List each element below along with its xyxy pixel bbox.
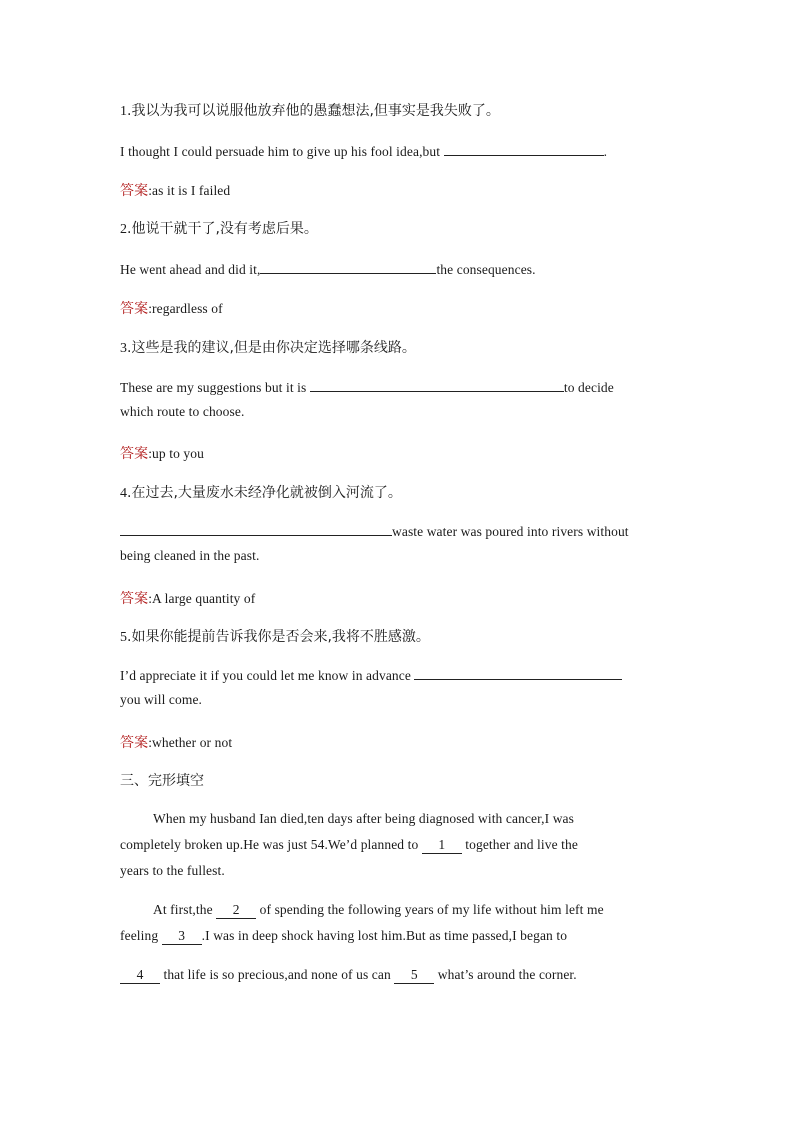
- sentence-text: He went ahead and did it,: [120, 262, 261, 277]
- cloze-blank-1: 1: [422, 837, 462, 854]
- cloze-blank-5: 5: [394, 967, 434, 984]
- question-5-en-line2: [120, 692, 202, 708]
- question-number: 1: [120, 104, 127, 119]
- question-text-cn: .他说干就干了,没有考虑后果。: [127, 221, 318, 237]
- question-2-cn: [120, 218, 318, 238]
- question-1-en: [120, 142, 607, 160]
- answer-label: 答案: [120, 301, 149, 317]
- answer-blank: [444, 142, 604, 156]
- passage-line: [120, 928, 567, 945]
- sentence-text-end: the consequences.: [436, 262, 536, 277]
- question-1-answer: [120, 180, 230, 200]
- passage-text: completely broken up.He was just 54.We’d planned to: [120, 837, 422, 852]
- cloze-blank-4: 4: [120, 967, 160, 984]
- answer-blank: [120, 522, 392, 536]
- question-4-en-line2: [120, 548, 259, 564]
- passage-text: that life is so precious,and none of us can: [160, 967, 395, 982]
- question-number: 4: [120, 486, 127, 501]
- answer-text: :as it is I failed: [148, 183, 231, 198]
- passage-line: [120, 967, 577, 984]
- passage-line: [120, 837, 578, 854]
- sentence-text-end: waste water was poured into rivers without: [392, 524, 629, 539]
- sentence-text: which route to choose.: [120, 404, 245, 419]
- question-3-answer: [120, 443, 204, 463]
- question-5-en: [120, 666, 622, 684]
- question-4-answer: [120, 588, 255, 608]
- passage-line: [153, 902, 604, 919]
- passage-text: feeling: [120, 928, 162, 943]
- passage-line: [120, 863, 225, 879]
- answer-label: 答案: [120, 183, 149, 199]
- cloze-blank-2: 2: [216, 902, 256, 919]
- sentence-text: being cleaned in the past.: [120, 548, 260, 563]
- passage-text: what’s around the corner.: [434, 967, 577, 982]
- question-text-cn: .如果你能提前告诉我你是否会来,我将不胜感激。: [127, 629, 430, 645]
- question-number: 2: [120, 222, 127, 237]
- answer-text: :whether or not: [148, 735, 233, 750]
- answer-blank: [414, 666, 622, 680]
- question-4-en: [120, 522, 629, 540]
- sentence-text: you will come.: [120, 692, 203, 707]
- passage-line: [153, 811, 574, 827]
- question-3-en: [120, 378, 614, 396]
- passage-text: years to the fullest.: [120, 863, 225, 878]
- answer-text: :A large quantity of: [148, 591, 256, 606]
- cloze-blank-3: 3: [162, 928, 202, 945]
- question-5-answer: [120, 732, 232, 752]
- question-text-cn: .这些是我的建议,但是由你决定选择哪条线路。: [127, 340, 416, 356]
- answer-text: :up to you: [148, 446, 204, 461]
- question-text-cn: .我以为我可以说服他放弃他的愚蠢想法,但事实是我失败了。: [127, 103, 500, 119]
- passage-text: together and live the: [461, 837, 578, 852]
- answer-blank: [310, 378, 564, 392]
- passage-text: .I was in deep shock having lost him.But as time passed,I began to: [201, 928, 568, 943]
- passage-text: When my husband Ian died,ten days after being diagnosed with cancer,I was: [153, 811, 574, 826]
- answer-label: 答案: [120, 735, 149, 751]
- question-3-en-line2: [120, 404, 244, 420]
- sentence-text: I’d appreciate it if you could let me know in advance: [120, 668, 415, 683]
- section-title: 三、完形填空: [120, 773, 204, 789]
- passage-text: of spending the following years of my life without him left me: [256, 902, 604, 917]
- answer-label: 答案: [120, 446, 149, 462]
- question-5-cn: [120, 626, 430, 646]
- sentence-text: These are my suggestions but it is: [120, 380, 310, 395]
- question-4-cn: [120, 482, 402, 502]
- question-text-cn: .在过去,大量废水未经净化就被倒入河流了。: [127, 485, 402, 501]
- answer-blank: [260, 260, 436, 274]
- question-3-cn: [120, 337, 416, 357]
- passage-text: At first,the: [153, 902, 217, 917]
- question-number: 5: [120, 630, 127, 645]
- question-1-cn: [120, 100, 500, 120]
- question-number: 3: [120, 341, 127, 356]
- question-2-en: [120, 260, 536, 278]
- answer-text: :regardless of: [148, 301, 223, 316]
- question-2-answer: [120, 298, 223, 318]
- sentence-text-end: .: [603, 144, 608, 159]
- answer-label: 答案: [120, 591, 149, 607]
- sentence-text-end: to decide: [563, 380, 614, 395]
- sentence-text: I thought I could persuade him to give up his fool idea,but: [120, 144, 444, 159]
